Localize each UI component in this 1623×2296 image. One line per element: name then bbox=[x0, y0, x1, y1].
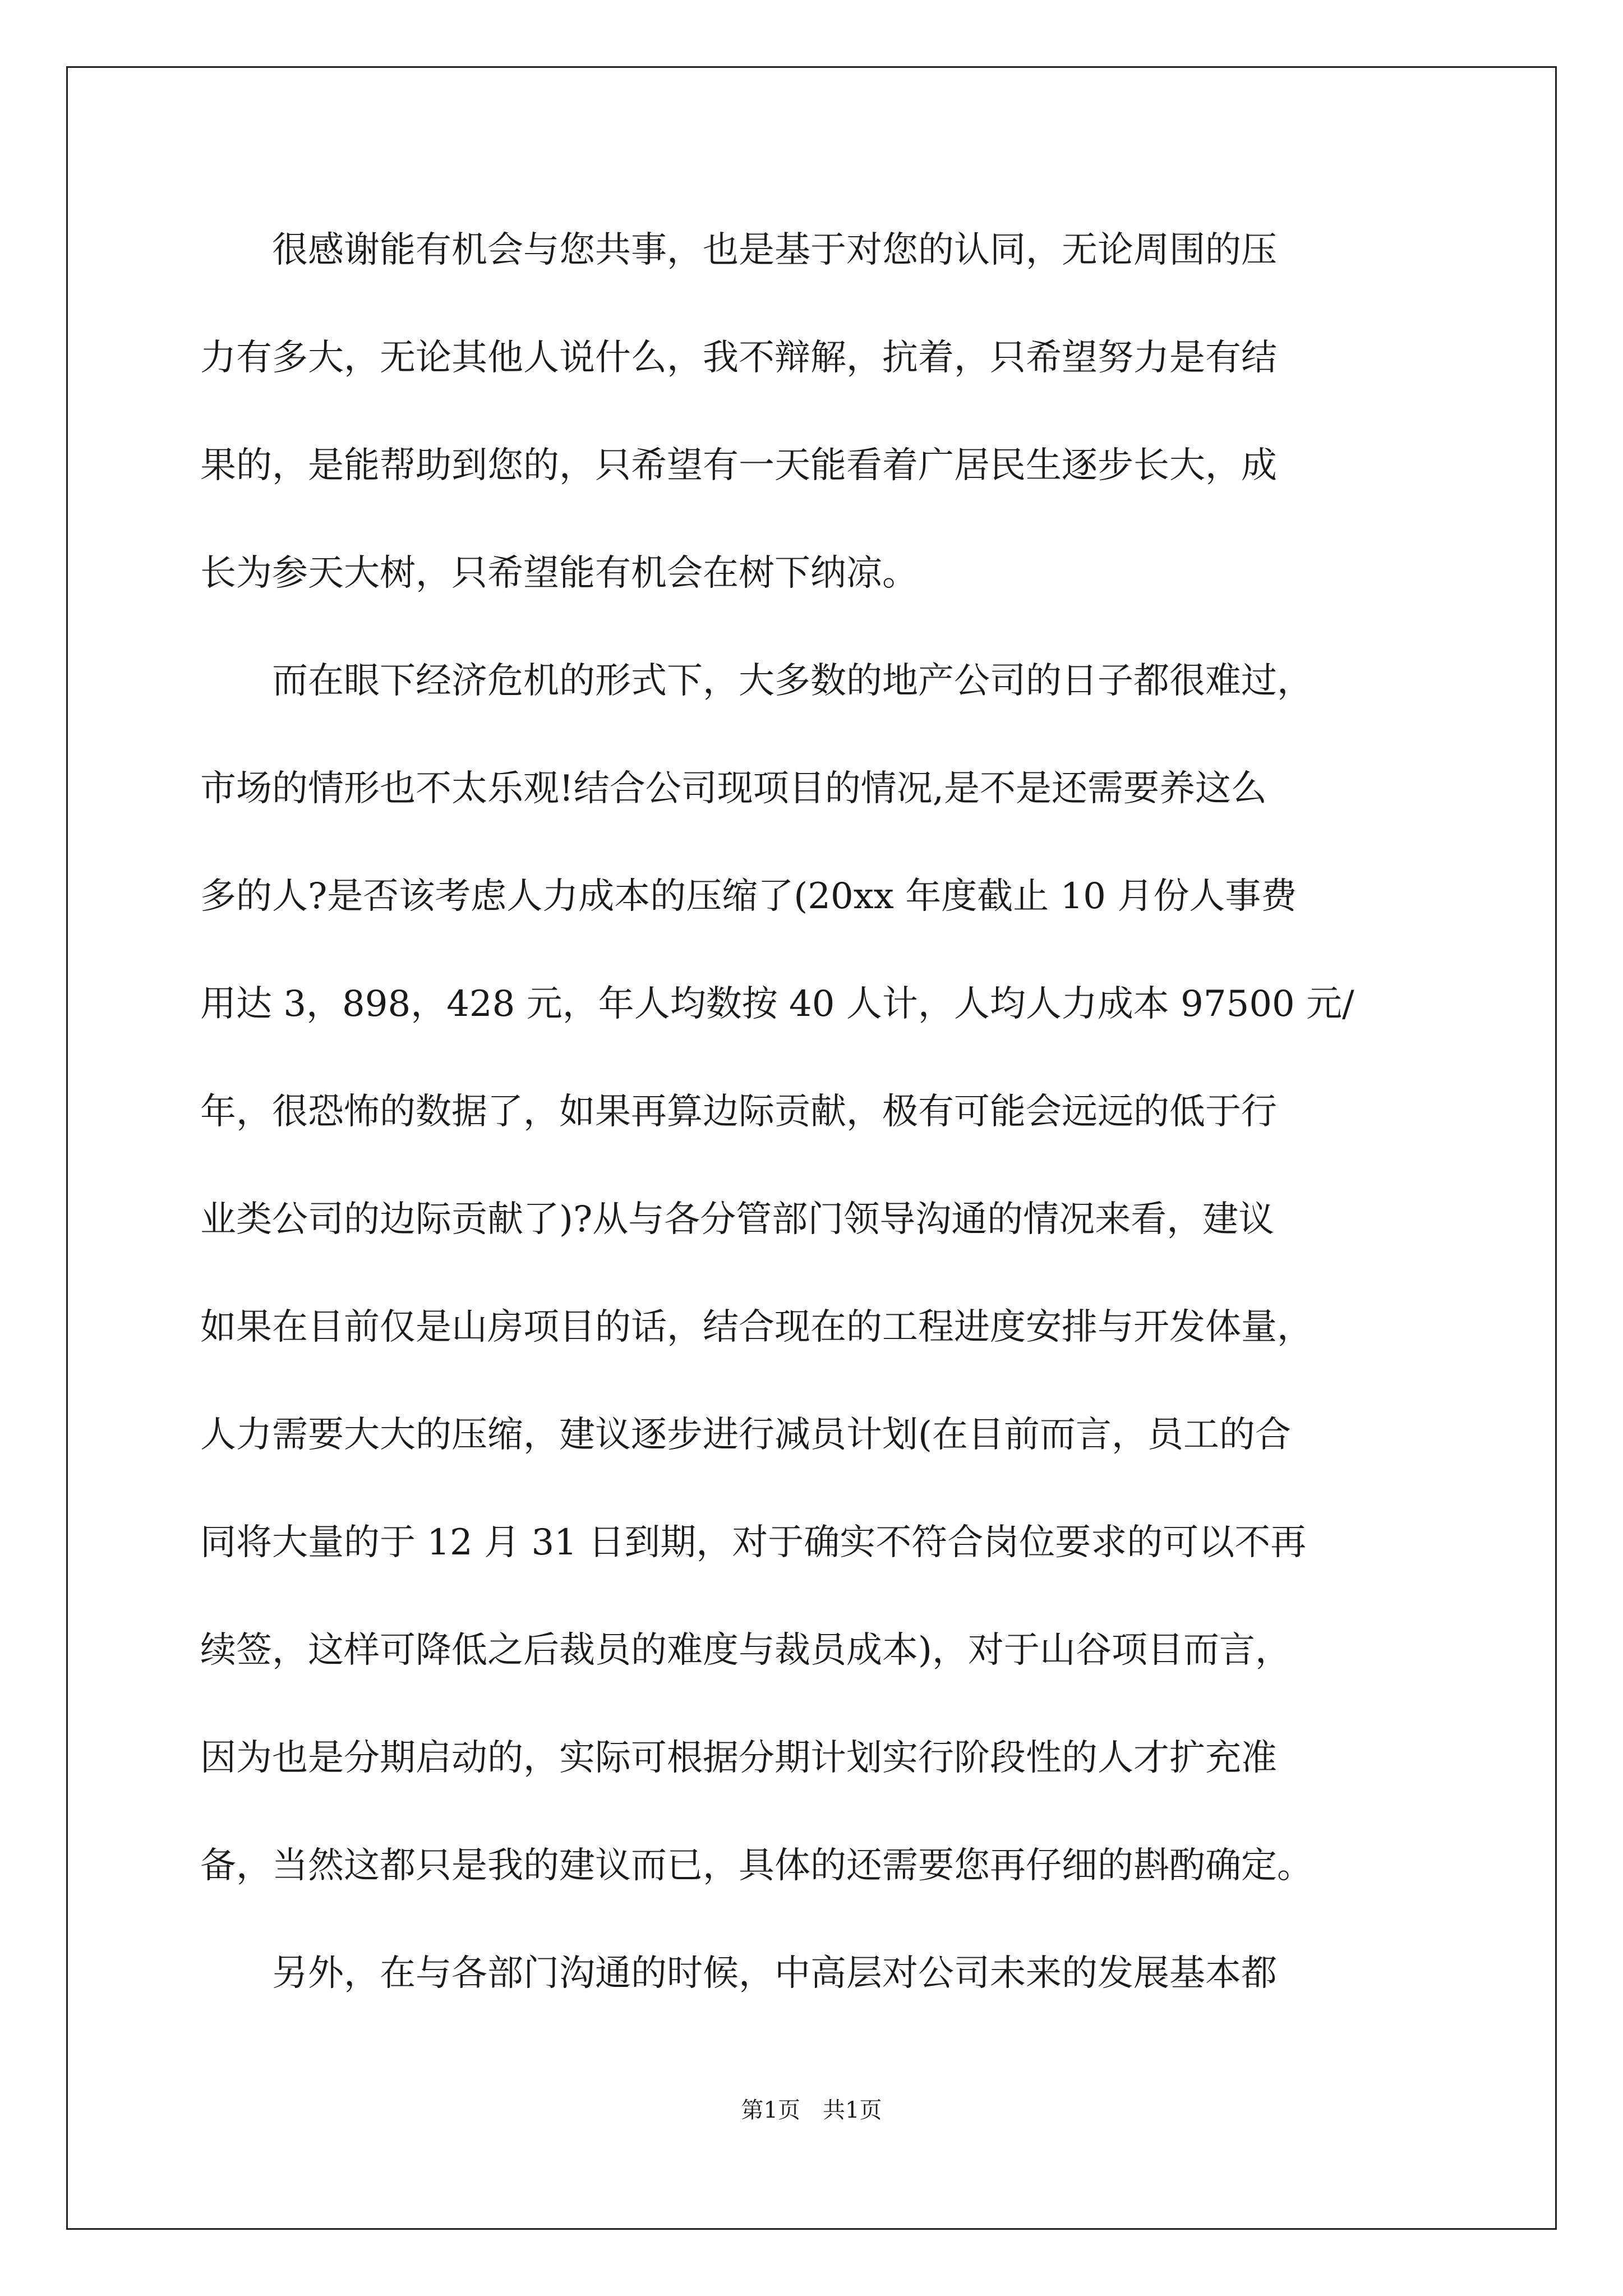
text-line: 而在眼下经济危机的形式下，大多数的地产公司的日子都很难过， bbox=[200, 660, 1313, 702]
text-line: 年，很恐怖的数据了，如果再算边际贡献，极有可能会远远的低于行 bbox=[200, 1091, 1277, 1133]
page-border bbox=[66, 66, 1557, 2230]
text-line: 用达 3，898，428 元，年人均数按 40 人计，人均人力成本 97500 元/ bbox=[200, 983, 1354, 1025]
text-line: 很感谢能有机会与您共事，也是基于对您的认同，无论周围的压 bbox=[200, 229, 1277, 271]
text-line: 业类公司的边际贡献了)?从与各分管部门领导沟通的情况来看，建议 bbox=[200, 1199, 1275, 1240]
text-line: 人力需要大大的压缩，建议逐步进行减员计划(在目前而言，员工的合 bbox=[200, 1414, 1291, 1456]
page-footer: 第1页 共1页 bbox=[741, 2097, 882, 2123]
text-line: 同将大量的于 12 月 31 日到期，对于确实不符合岗位要求的可以不再 bbox=[200, 1522, 1307, 1563]
text-line: 多的人?是否该考虑人力成本的压缩了(20xx 年度截止 10 月份人事费 bbox=[200, 876, 1297, 917]
text-line: 续签，这样可降低之后裁员的难度与裁员成本)，对于山谷项目而言， bbox=[200, 1630, 1291, 1671]
text-line: 备，当然这都只是我的建议而已，具体的还需要您再仔细的斟酌确定。 bbox=[200, 1845, 1313, 1887]
text-line: 如果在目前仅是山房项目的话，结合现在的工程进度安排与开发体量， bbox=[200, 1306, 1313, 1348]
text-line: 另外，在与各部门沟通的时候，中高层对公司未来的发展基本都 bbox=[200, 1953, 1277, 1994]
text-line: 市场的情形也不太乐观!结合公司现项目的情况,是不是还需要养这么 bbox=[200, 768, 1267, 809]
text-line: 力有多大，无论其他人说什么，我不辩解，抗着，只希望努力是有结 bbox=[200, 337, 1277, 379]
text-line: 长为参天大树，只希望能有机会在树下纳凉。 bbox=[200, 553, 918, 594]
text-line: 果的，是能帮助到您的，只希望有一天能看着广居民生逐步长大，成 bbox=[200, 445, 1277, 486]
text-line: 因为也是分期启动的，实际可根据分期计划实行阶段性的人才扩充准 bbox=[200, 1737, 1277, 1779]
